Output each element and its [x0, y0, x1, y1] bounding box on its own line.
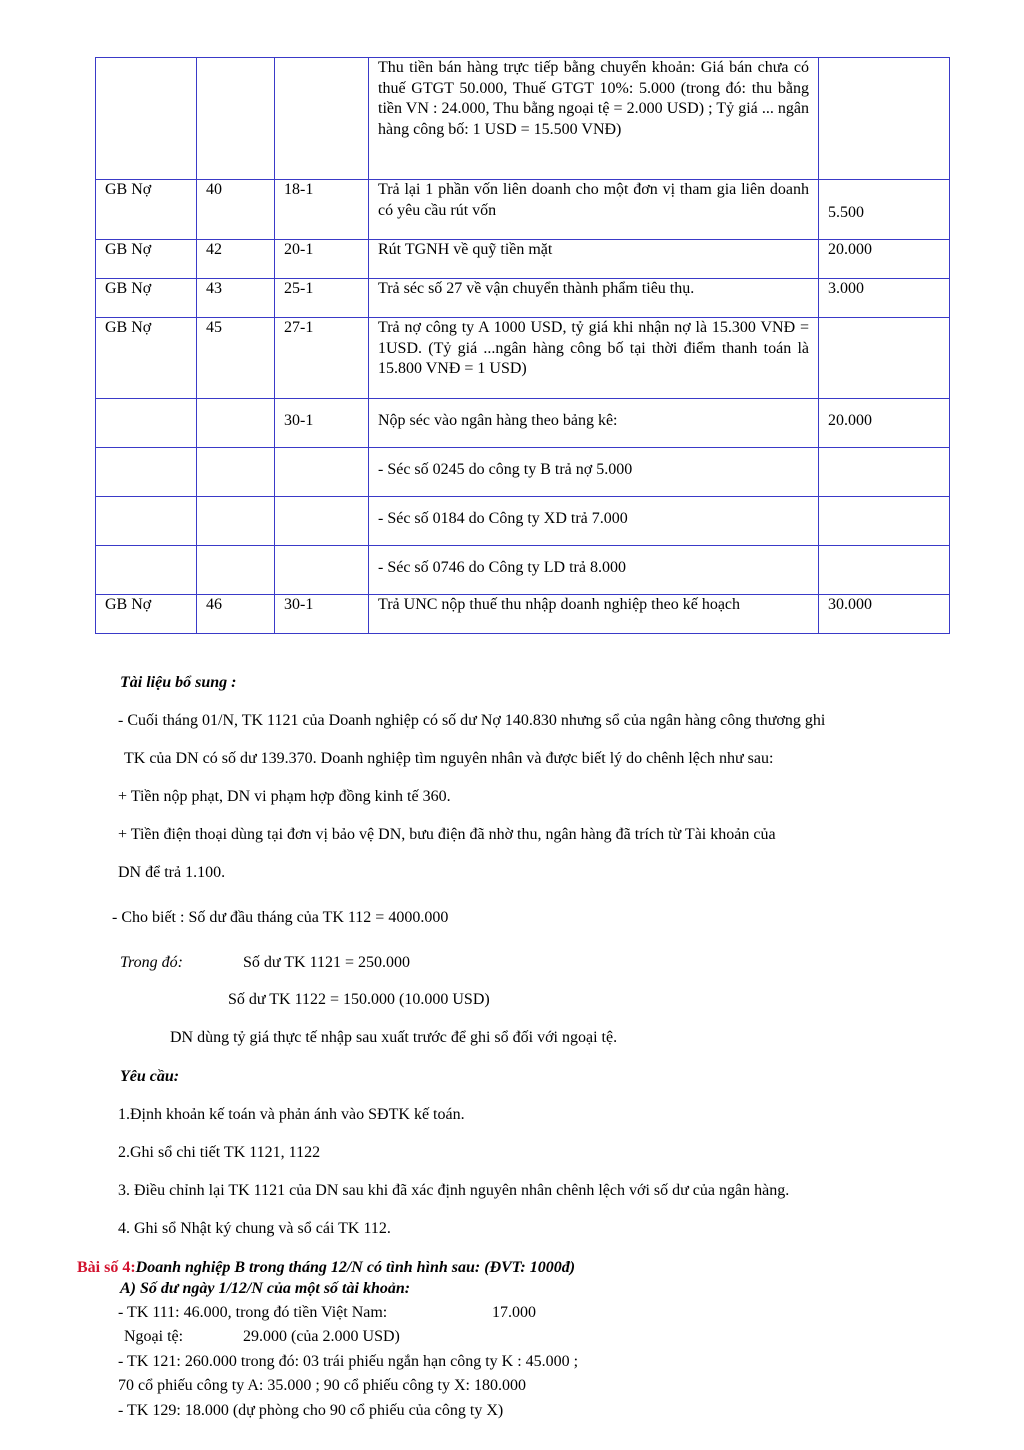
date-cell: 30-1: [275, 595, 369, 634]
number-cell: 46: [197, 595, 275, 634]
supplement-line: + Tiền điện thoại dùng tại đơn vị bảo vệ DN, bưu điện đã nhờ thu, ngân hàng đã trích từ Tài khoản của: [118, 826, 776, 843]
description-cell: - Séc số 0746 do Công ty LD trả 8.000: [369, 546, 819, 595]
number-cell: [197, 448, 275, 497]
tk129-line: - TK 129: 18.000 (dự phòng cho 90 cổ phiếu của công ty X): [118, 1402, 504, 1419]
supplement-line: TK của DN có số dư 139.370. Doanh nghiệp tìm nguyên nhân và được biết lý do chênh lệch như sau:: [124, 750, 774, 767]
table-row: [96, 318, 950, 399]
number-cell: [197, 399, 275, 448]
number-cell: [197, 497, 275, 546]
requirement-item: 2.Ghi sổ chi tiết TK 1121, 1122: [118, 1144, 321, 1161]
tk121-continuation: 70 cổ phiếu công ty A: 35.000 ; 90 cổ phiếu công ty X: 180.000: [118, 1377, 526, 1394]
amount-cell: 5.500: [819, 180, 950, 240]
amount-cell: [819, 318, 950, 399]
amount-cell: [819, 58, 950, 180]
number-cell: 40: [197, 180, 275, 240]
foreign-currency-label: Ngoại tệ:: [124, 1328, 184, 1345]
date-cell: [275, 497, 369, 546]
number-cell: 43: [197, 279, 275, 318]
doc-cell: GB Nợ: [96, 595, 197, 634]
fifo-note: DN dùng tỷ giá thực tế nhập sau xuất trước để ghi sổ đối với ngoại tệ.: [170, 1029, 618, 1046]
amount-cell: [819, 497, 950, 546]
description-cell: - Séc số 0245 do công ty B trả nợ 5.000: [369, 448, 819, 497]
supplement-line: DN để trả 1.100.: [118, 864, 226, 881]
supplement-line: - Cuối tháng 01/N, TK 1121 của Doanh nghiệp có số dư Nợ 140.830 nhưng sổ của ngân hàng công thương ghi: [118, 712, 826, 729]
table-row: [96, 448, 950, 497]
table-row: [96, 240, 950, 279]
table-row: [96, 595, 950, 634]
doc-cell: GB Nợ: [96, 240, 197, 279]
exercise-4-label: Bài số 4:: [77, 1259, 136, 1276]
exercise-4-heading: [77, 1259, 575, 1277]
exercise-4-title: Doanh nghiệp B trong tháng 12/N có tình hình sau: (ĐVT: 1000đ): [135, 1259, 576, 1276]
table-row: [96, 58, 950, 180]
balance-1122: Số dư TK 1122 = 150.000 (10.000 USD): [228, 991, 490, 1008]
date-cell: 25-1: [275, 279, 369, 318]
description-cell: Trả lại 1 phần vốn liên doanh cho một đơn vị tham gia liên doanh có yêu cầu rút vốn: [369, 180, 819, 240]
description-cell: Thu tiền bán hàng trực tiếp bằng chuyển khoản: Giá bán chưa có thuế GTGT 50.000, Thuế GTGT 10%: 5.000 (trong đó: thu bằng tiền VN : 24.000, Thu bằng ngoại tệ = 2.000 USD) ; Tỷ giá ... ngân hàng công bố: 1 USD = 15.500 VNĐ): [369, 58, 819, 180]
date-cell: [275, 546, 369, 595]
doc-cell: [96, 58, 197, 180]
description-cell: Rút TGNH về quỹ tiền mặt: [369, 240, 819, 279]
table-row: [96, 279, 950, 318]
number-cell: 42: [197, 240, 275, 279]
doc-cell: [96, 546, 197, 595]
requirement-item: 4. Ghi sổ Nhật ký chung và sổ cái TK 112.: [118, 1220, 391, 1237]
amount-cell: [819, 546, 950, 595]
description-cell: Trả nợ công ty A 1000 USD, tỷ giá khi nhận nợ là 15.300 VNĐ = 1USD. (Tỷ giá ...ngân hàng công bố tại thời điểm thanh toán là 15.800 VNĐ = 1 USD): [369, 318, 819, 399]
date-cell: 27-1: [275, 318, 369, 399]
description-cell: - Séc số 0184 do Công ty XD trả 7.000: [369, 497, 819, 546]
doc-cell: GB Nợ: [96, 279, 197, 318]
tk111-vn-value: 17.000: [492, 1304, 536, 1321]
tk111-line: - TK 111: 46.000, trong đó tiền Việt Nam:: [118, 1304, 388, 1321]
transaction-table: [95, 57, 950, 634]
supplement-heading: Tài liệu bổ sung :: [120, 674, 237, 691]
description-cell: Trả séc số 27 về vận chuyển thành phẩm tiêu thụ.: [369, 279, 819, 318]
table-row: [96, 399, 950, 448]
table-row: [96, 180, 950, 240]
date-cell: 18-1: [275, 180, 369, 240]
amount-cell: [819, 448, 950, 497]
date-cell: [275, 58, 369, 180]
doc-cell: [96, 448, 197, 497]
in-which-label: Trong đó:: [120, 954, 183, 971]
table-row: [96, 497, 950, 546]
date-cell: [275, 448, 369, 497]
amount-cell: 3.000: [819, 279, 950, 318]
opening-balance-line: - Cho biết : Số dư đầu tháng của TK 112 = 4000.000: [112, 909, 449, 926]
balance-1121: Số dư TK 1121 = 250.000: [243, 954, 411, 971]
number-cell: 45: [197, 318, 275, 399]
date-cell: 20-1: [275, 240, 369, 279]
amount-cell: 20.000: [819, 399, 950, 448]
doc-cell: [96, 399, 197, 448]
balances-subheading: A) Số dư ngày 1/12/N của một số tài khoản:: [120, 1280, 411, 1297]
supplement-line: + Tiền nộp phạt, DN vi phạm hợp đồng kinh tế 360.: [118, 788, 451, 805]
description-cell: Trả UNC nộp thuế thu nhập doanh nghiệp theo kế hoạch: [369, 595, 819, 634]
date-cell: 30-1: [275, 399, 369, 448]
foreign-currency-value: 29.000 (của 2.000 USD): [243, 1328, 400, 1345]
amount-cell: 30.000: [819, 595, 950, 634]
amount-cell: 20.000: [819, 240, 950, 279]
requirements-heading: Yêu cầu:: [120, 1068, 180, 1085]
number-cell: [197, 546, 275, 595]
requirement-item: 1.Định khoản kế toán và phản ánh vào SĐTK kế toán.: [118, 1106, 465, 1123]
requirement-item: 3. Điều chỉnh lại TK 1121 của DN sau khi đã xác định nguyên nhân chênh lệch với số dư của ngân hàng.: [118, 1182, 790, 1199]
number-cell: [197, 58, 275, 180]
tk121-line: - TK 121: 260.000 trong đó: 03 trái phiếu ngắn hạn công ty K : 45.000 ;: [118, 1353, 579, 1370]
table-row: [96, 546, 950, 595]
description-cell: Nộp séc vào ngân hàng theo bảng kê:: [369, 399, 819, 448]
doc-cell: GB Nợ: [96, 180, 197, 240]
doc-cell: GB Nợ: [96, 318, 197, 399]
doc-cell: [96, 497, 197, 546]
